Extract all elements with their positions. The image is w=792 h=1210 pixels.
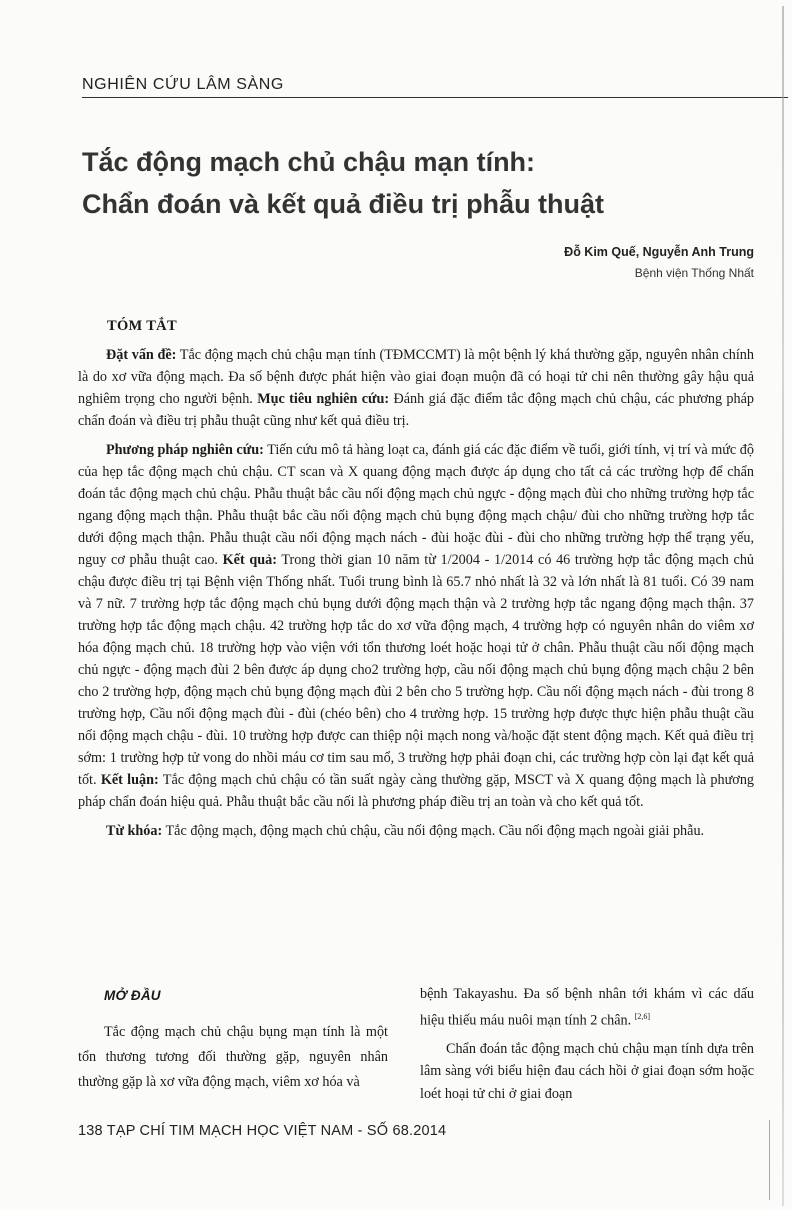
scan-edge-mark-2 bbox=[769, 1120, 770, 1200]
conclusion-label: Kết luận: bbox=[100, 772, 159, 788]
objective-text: Đánh giá đặc điểm tắc động mạch chủ chậu, các phương pháp chẩn đoán và điều trị phẫu thuật cũng như kết quả điều trị. bbox=[78, 391, 755, 429]
intro-left-column bbox=[78, 983, 388, 1095]
intro-right-paragraph-1 bbox=[420, 983, 754, 1032]
abstract-methods-paragraph bbox=[78, 439, 754, 813]
citation: [2,6] bbox=[634, 1011, 651, 1021]
article-title bbox=[82, 141, 772, 225]
keywords-paragraph bbox=[78, 820, 754, 842]
intro-right-text-1: bệnh Takayashu. Đa số bệnh nhân tới khám vì các dấu hiệu thiếu máu nuôi mạn tính 2 chân. bbox=[420, 986, 754, 1029]
authors: Đỗ Kim Quế, Nguyễn Anh Trung bbox=[564, 245, 754, 259]
scan-edge-mark bbox=[782, 6, 784, 1206]
results-text: Trong thời gian 10 năm từ 1/2004 - 1/2014 có 46 trường hợp tắc động mạch chủ chậu được điều trị tại Bệnh viện Thống nhất. Tuổi trung bình là 65.7 nhỏ nhất là 32 và lớn nhất là 81 tuổi. Có 39 nam và 7 nữ. 7 trường hợp tắc động mạch chủ bụng dưới động mạch thận và 2 trường hợp tắc ngang động mạch thận. 37 trường hợp tắc động mạch chậu. 42 trường hợp tắc do xơ vữa động mạch, 4 trường hợp có nguyên nhân do viêm xơ hóa động mạch chủ. 18 trường hợp vào viện với tổn thương loét hoặc hoại tử ở chân. Phẫu thuật cầu nối động mạch chủ ngực - động mạch đùi 2 bên được áp dụng cho2 trường hợp, cầu nối động mạch chủ bụng động mạch chậu 2 bên cho 2 trường hợp, động mạch chủ bụng động mạch đùi 2 bên cho 5 trường hợp. Cầu nối động mạch nách - đùi trong 8 trường hợp, Cầu nối động mạch đùi - đùi (chéo bên) cho 4 trường hợp. 15 trường hợp được thực hiện phẫu thuật cầu nối động mạch chậu - đùi. 10 trường hợp được can thiệp nội mạch nong và/hoặc đặt stent động mạch. Kết quả điều trị sớm: 1 trường hợp tử vong do nhồi máu cơ tim sau mổ, 3 trường hợp phải đoạn chi, các trường hợp còn lại đạt kết quả tốt. bbox=[78, 552, 755, 788]
page-footer: 138 TẠP CHÍ TIM MẠCH HỌC VIỆT NAM - SỐ 68.2014 bbox=[78, 1123, 447, 1139]
abstract-background-paragraph bbox=[78, 344, 754, 432]
affiliation: Bệnh viện Thống Nhất bbox=[634, 266, 754, 280]
conclusion-text: Tắc động mạch chủ chậu có tần suất ngày càng thường gặp, MSCT và X quang động mạch là phương pháp chẩn đoán hiệu quả. Phẫu thuật bắc cầu nối là phương pháp điều trị an toàn và cho kết quả tốt. bbox=[78, 772, 755, 810]
header-rule bbox=[82, 97, 788, 98]
background-label: Đặt vấn đề: bbox=[106, 347, 177, 363]
objective-label: Mục tiêu nghiên cứu: bbox=[257, 391, 390, 407]
methods-text: Tiến cứu mô tả hàng loạt ca, đánh giá các đặc điểm về tuổi, giới tính, vị trí và mức độ của hẹp tắc động mạch chủ chậu. CT scan và X quang động mạch được áp dụng cho tất cả các trường hợp để chẩn đoán tắc động mạch chủ chậu. Phẫu thuật bắc cầu nối động mạch chủ ngực - động mạch đùi cho những trường hợp tắc ngang động mạch thận. Phẫu thuật bắc cầu nối động mạch chủ bụng động mạch chậu/ đùi cho những trường hợp tắc dưới động mạch thận. Phẫu thuật cầu nối động mạch nách - đùi hoặc đùi - đùi cho những trường hợp thể trạng yếu, nguy cơ phẫu thuật cao. bbox=[78, 442, 754, 568]
results-label: Kết quả: bbox=[222, 552, 277, 568]
intro-right-paragraph-2: Chẩn đoán tắc động mạch chủ chậu mạn tính dựa trên lâm sàng với biểu hiện đau cách hồi ở giai đoạn sớm hoặc loét hoại tử chi ở giai đoạn bbox=[420, 1040, 754, 1102]
background-text: Tắc động mạch chủ chậu mạn tính (TĐMCCMT) là một bệnh lý khá thường gặp, nguyên nhân chính là do xơ vữa động mạch. Đa số bệnh được phát hiện vào giai đoạn muộn đã có hoại tử chi nên thường gây hậu quả nghiêm trọng cho người bệnh. bbox=[78, 347, 754, 407]
abstract-body bbox=[78, 344, 754, 849]
title-line-2: Chẩn đoán và kết quả điều trị phẫu thuật bbox=[82, 189, 605, 219]
intro-heading: MỞ ĐẦU bbox=[104, 988, 161, 1003]
keywords-label: Từ khóa: bbox=[106, 823, 163, 839]
methods-label: Phương pháp nghiên cứu: bbox=[106, 442, 264, 458]
title-line-1: Tắc động mạch chủ chậu mạn tính: bbox=[82, 147, 536, 177]
keywords-text: Tắc động mạch, động mạch chủ chậu, cầu nối động mạch. Cầu nối động mạch ngoài giải phẫu. bbox=[162, 823, 705, 839]
intro-left-text: Tắc động mạch chủ chậu bụng mạn tính là một tổn thương tương đối thường gặp, nguyên nhân thường gặp là xơ vữa động mạch, viêm xơ hóa và bbox=[78, 1024, 388, 1090]
abstract-heading: TÓM TẮT bbox=[107, 318, 177, 334]
intro-right-column bbox=[420, 983, 754, 1111]
section-header: NGHIÊN CỨU LÂM SÀNG bbox=[82, 76, 284, 93]
